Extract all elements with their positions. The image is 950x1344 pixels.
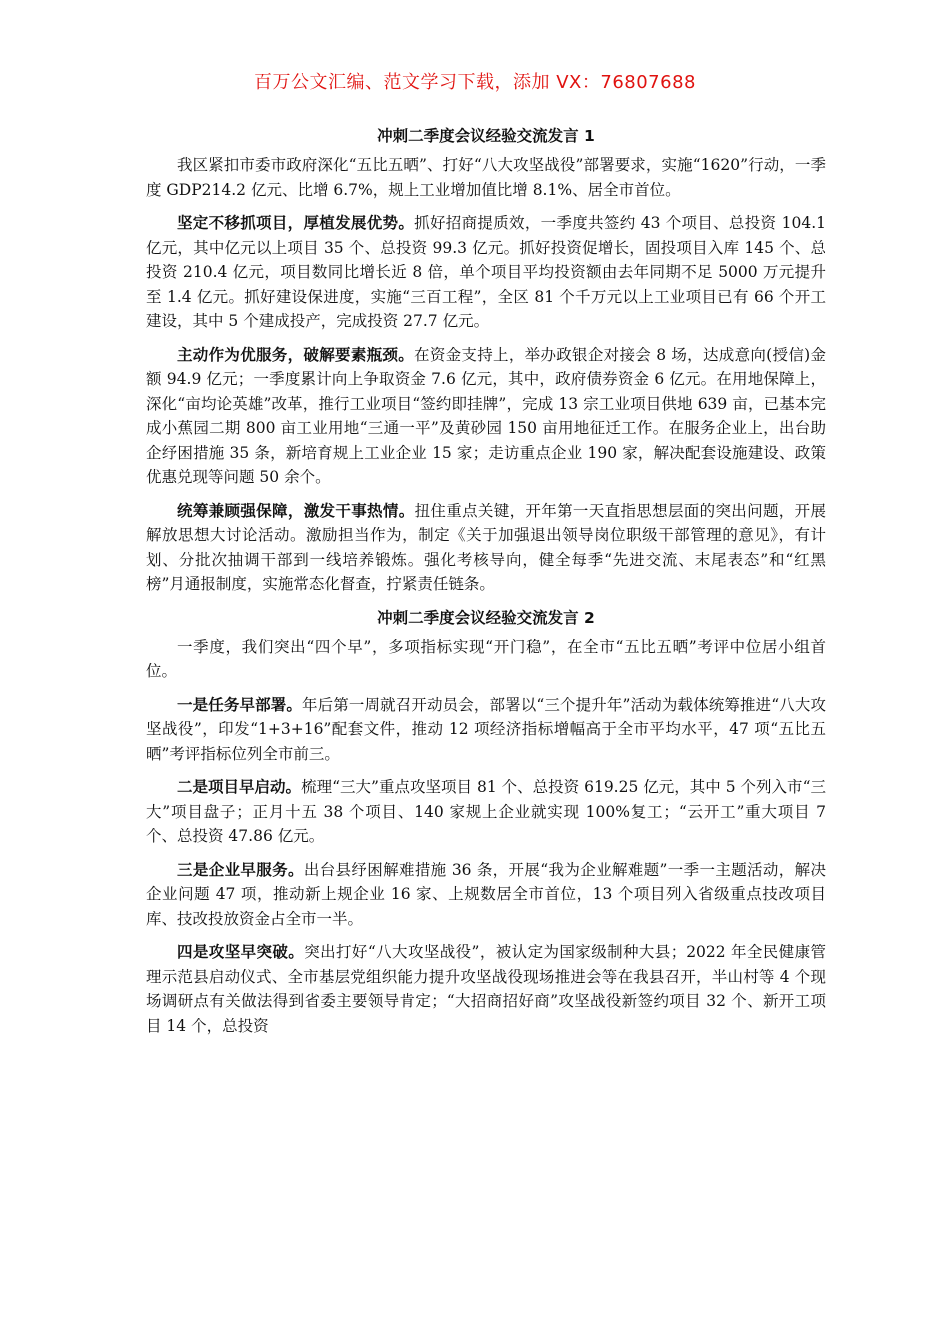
- document-body: [146, 124, 826, 1047]
- paragraph-text: 抓好招商提质效，一季度共签约 43 个项目、总投资 104.1 亿元，其中亿元以上项目 35 个、总投资 99.3 亿元。抓好投资促增长，固投项目入库 145 个、总投资 210.4 亿元，项目数同比增长近 8 倍，单个项目平均投资额由去年同期不足 5000 万元提升至 1.4 亿元。抓好建设保进度，实施“三百工程”，全区 81 个千万元以上工业项目已有 66 个开工建设，其中 5 个建成投产，完成投资 27.7 亿元。: [146, 214, 826, 330]
- paragraph-text: 突出打好“八大攻坚战役”，被认定为国家级制种大县；2022 年全民健康管理示范县启动仪式、全市基层党组织能力提升攻坚战役现场推进会等在我县召开，半山村等 4 个现场调研点有关做法得到省委主要领导肯定；“大招商招好商”攻坚战役新签约项目 32 个、新开工项目 14 个，总投资: [146, 943, 826, 1035]
- paragraph-text: 在资金支持上，举办政银企对接会 8 场，达成意向(授信)金额 94.9 亿元；一季度累计向上争取资金 7.6 亿元，其中，政府债券资金 6 亿元。在用地保障上，深化“亩均论英雄”改革，推行工业项目“签约即挂牌”，完成 13 宗工业项目供地 639 亩，已基本完成小蕉园二期 800 亩工业用地“三通一平”及黄砂园 150 亩用地征迁工作。在服务企业上，出台助企纾困措施 35 条，新培育规上工业企业 15 家；走访重点企业 190 家，解决配套设施建设、政策优惠兑现等问题 50 余个。: [146, 345, 826, 486]
- paragraph-heading: 四是攻坚早突破。: [177, 943, 305, 961]
- section-1-intro: 我区紧扣市委市政府深化“五比五晒”、打好“八大攻坚战役”部署要求，实施“1620”行动，一季度 GDP214.2 亿元、比增 6.7%，规上工业增加值比增 8.1%、居全市首位。: [146, 156, 826, 199]
- paragraph-text: 扭住重点关键，开年第一天直指思想层面的突出问题，开展解放思想大讨论活动。激励担当作为，制定《关于加强退出领导岗位职级干部管理的意见》，有计划、分批次抽调干部到一线培养锻炼。强化考核导向，健全每季“先进交流、末尾表态”和“红黑榜”月通报制度，实施常态化督查，拧紧责任链条。: [146, 501, 826, 593]
- promo-banner: 百万公文汇编、范文学习下载，添加 VX：76807688: [254, 72, 696, 93]
- section-2-paragraph-2: [146, 775, 826, 849]
- section-1-title: 冲刺二季度会议经验交流发言 1: [377, 127, 595, 145]
- section-2-title: 冲刺二季度会议经验交流发言 2: [377, 608, 595, 627]
- section-2-paragraph-1: [146, 693, 826, 767]
- section-1-paragraph-1: [146, 211, 826, 334]
- section-1-paragraph-2: [146, 343, 826, 490]
- paragraph-text: 梳理“三大”重点攻坚项目 81 个、总投资 619.25 亿元，其中 5 个列入市“三大”项目盘子；正月十五 38 个项目、140 家规上企业就实现 100%复工；“云开工”重大项目 7 个、总投资 47.86 亿元。: [146, 778, 826, 845]
- paragraph-heading: 二是项目早启动。: [177, 778, 302, 796]
- section-2-paragraph-4: [146, 940, 826, 1038]
- paragraph-heading: 三是企业早服务。: [177, 860, 304, 879]
- paragraph-heading: 坚定不移抓项目，厚植发展优势。: [177, 214, 415, 232]
- paragraph-heading: 主动作为优服务，破解要素瓶颈。: [177, 345, 415, 364]
- paragraph-text: 出台县纾困解难措施 36 条，开展“我为企业解难题”一季一主题活动，解决企业问题 47 项，推动新上规企业 16 家、上规数居全市首位，13 个项目列入省级重点技改项目库、技改投放资金占全市一半。: [146, 860, 826, 928]
- section-2-paragraph-3: [146, 858, 826, 932]
- paragraph-text: 年后第一周就召开动员会，部署以“三个提升年”活动为载体统筹推进“八大攻坚战役”，印发“1+3+16”配套文件，推动 12 项经济指标增幅高于全市平均水平，47 项“五比五晒”考评指标位列全市前三。: [146, 695, 826, 763]
- paragraph-heading: 一是任务早部署。: [177, 695, 302, 714]
- section-1-paragraph-3: [146, 499, 826, 597]
- paragraph-heading: 统筹兼顾强保障，激发干事热情。: [177, 501, 415, 520]
- section-2-intro: 一季度，我们突出“四个早”，多项指标实现“开门稳”，在全市“五比五晒”考评中位居小组首位。: [146, 637, 826, 680]
